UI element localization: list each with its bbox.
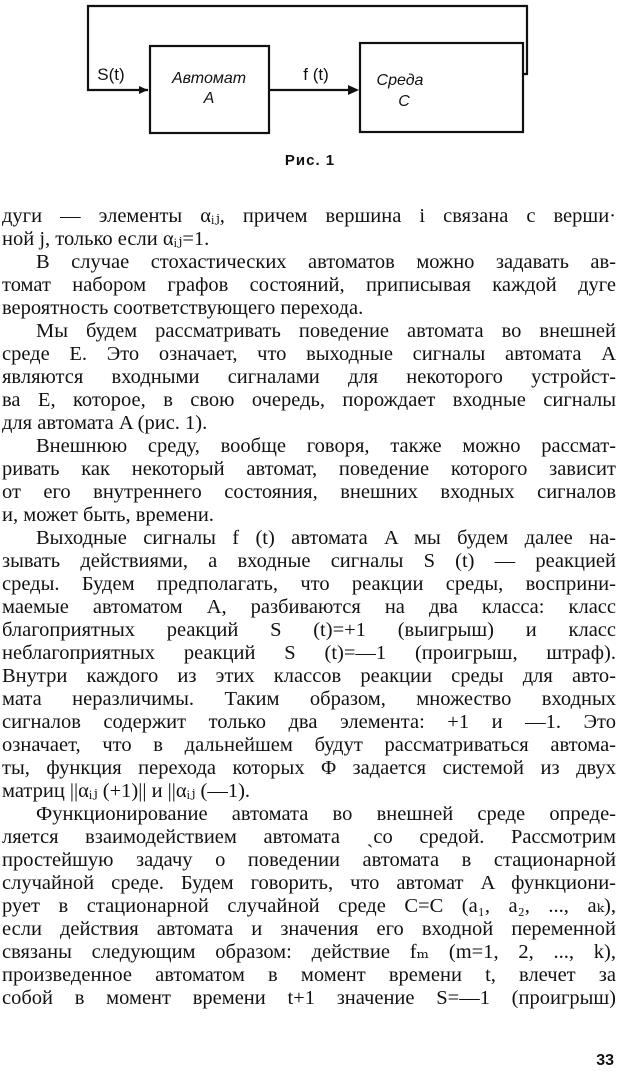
text-line: и, может быть, времени.: [2, 504, 214, 526]
text-line: связаны следующим образом: действие fₘ (m=1, 2, ..., k),: [2, 941, 616, 963]
figure-caption: Рис. 1: [284, 152, 336, 169]
text-line: мата неразличимы. Таким образом, множество входных: [2, 688, 616, 710]
text-line: простейшую задачу о поведении автомата в стационарной: [2, 849, 616, 871]
text-line: ты, функция перехода которых Φ задается системой из двух: [2, 757, 616, 779]
text-line: вероятность соответствующего перехода.: [2, 297, 364, 319]
text-line: ляется взаимодействием автомата ˏсо средой. Рассмотрим: [2, 826, 616, 848]
text-line: собой в момент времени t+1 значение S=—1 (проигрыш): [2, 987, 616, 1009]
text-line: среде E. Это означает, что выходные сигналы автомата A: [2, 343, 616, 365]
text-line: В случае стохастических автоматов можно задавать ав-: [36, 251, 616, 273]
text-line: для автомата A (рис. 1).: [2, 412, 208, 434]
automaton-symbol: A: [203, 90, 215, 107]
automaton-label: Автомат: [171, 70, 247, 87]
text-line: неблагоприятных реакций S (t)=—1 (проигрыш, штраф).: [2, 642, 616, 664]
text-line: Внешнюю среду, вообще говоря, также можно рассмат-: [36, 435, 616, 457]
text-line: Функционирование автомата во внешней среде опреде-: [36, 803, 616, 825]
body-text: [2, 205, 616, 1010]
text-line: среды. Будем предполагать, что реакции среды, восприни-: [2, 573, 616, 595]
text-line: рует в стационарной случайной среде C=C (a₁, a₂, ..., aₖ),: [2, 895, 616, 917]
text-line: томат набором графов состояний, приписывая каждой дуге: [2, 274, 616, 296]
environment-label: Среда: [376, 72, 424, 89]
environment-symbol: C: [398, 93, 410, 110]
text-line: произведенное автоматом в момент времени t, влечет за: [2, 964, 616, 986]
output-signal-label: f (t): [303, 65, 329, 84]
text-line: зывать действиями, а входные сигналы S (t) — реакцией: [2, 550, 616, 572]
text-line: если действия автомата и значения его входной переменной: [2, 918, 616, 940]
figure-1-block-diagram: [0, 0, 620, 185]
output-arrowhead: [348, 85, 359, 95]
text-line: дуги — элементы αᵢⱼ, причем вершина i связана с верши·: [2, 205, 616, 227]
text-line: случайной среде. Будем говорить, что автомат A функциони-: [2, 872, 616, 894]
text-line: ва E, которое, в свою очередь, порождает входные сигналы: [2, 389, 616, 411]
text-line: сигналов содержит только два элемента: +1 и —1. Это: [2, 711, 616, 733]
input-signal-label: S(t): [97, 65, 125, 84]
page-number: 33: [596, 1052, 614, 1069]
text-line: означает, что в дальнейшем будут рассматриваться автома-: [2, 734, 616, 756]
text-line: благоприятных реакций S (t)=+1 (выигрыш) и класс: [2, 619, 616, 641]
text-line: Мы будем рассматривать поведение автомата во внешней: [36, 320, 616, 342]
text-line: Внутри каждого из этих классов реакции среды для авто-: [2, 665, 616, 687]
text-line: матриц ||αᵢⱼ (+1)|| и ||αᵢⱼ (—1).: [2, 780, 251, 802]
input-arrowhead: [139, 86, 148, 94]
text-line: от его внутреннего состояния, внешних входных сигналов: [2, 481, 616, 503]
text-line: Выходные сигналы f (t) автомата A мы будем далее на-: [36, 527, 616, 549]
text-line: маемые автоматом A, разбиваются на два класса: класс: [2, 596, 616, 618]
text-line: являются входными сигналами для некоторого устройст-: [2, 366, 616, 388]
text-line: ной j, только если αᵢⱼ=1.: [2, 228, 210, 250]
text-line: ривать как некоторый автомат, поведение которого зависит: [2, 458, 616, 480]
